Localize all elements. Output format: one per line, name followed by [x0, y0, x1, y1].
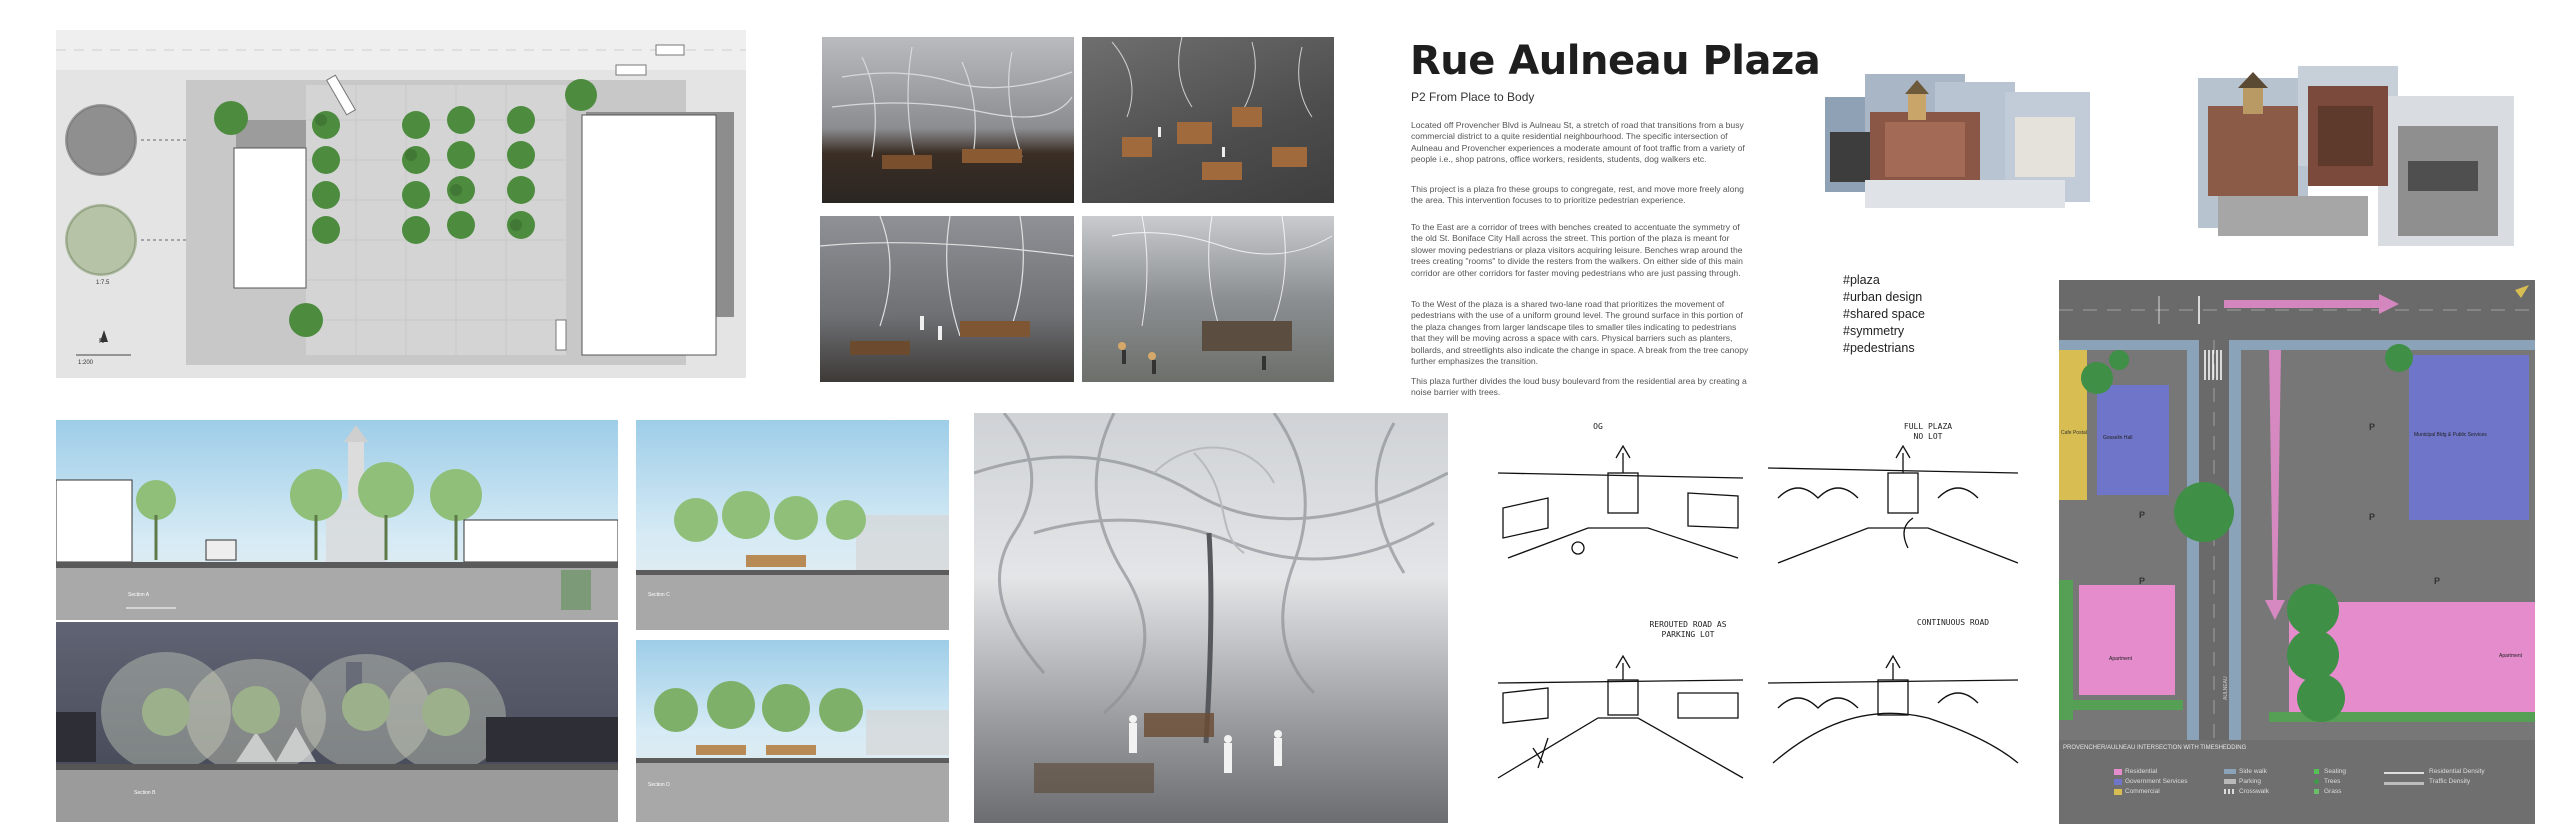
legend-item: Residential Density [2429, 768, 2485, 775]
hashtag-item: #urban design [1843, 290, 1923, 304]
street-photo-collage-2 [2198, 66, 2514, 252]
map-street-label: AULNEAU [2223, 676, 2229, 700]
legend-swatch [2384, 782, 2424, 785]
section-c-label: Section C [648, 592, 670, 598]
map-label-municipal: Municipal Bldg & Public Services [2414, 432, 2487, 438]
legend-swatch [2114, 789, 2122, 795]
legend-item: Government Services [2125, 778, 2188, 785]
model-photo-4 [1082, 216, 1334, 382]
hashtag-item: #plaza [1843, 273, 1880, 287]
paragraph-5: This plaza further divides the loud busy boulevard from the residential area by creating a noise barrier with trees. [1411, 376, 1747, 398]
site-plan [56, 30, 746, 378]
section-d-label: Section D [648, 782, 670, 788]
north-label: N [99, 338, 105, 345]
paragraph-2: This project is a plaza fro these groups to congregate, rest, and move more freely along the area. This intervention focuses to to prioritize pedestrian experience. [1411, 184, 1744, 206]
legend-swatch [2114, 779, 2122, 785]
hashtag-item: #symmetry [1843, 324, 1905, 338]
model-photo-3 [820, 216, 1074, 382]
model-closeup-photo [974, 413, 1448, 823]
sketch-old-label: OG [1593, 422, 1603, 431]
section-night [56, 622, 618, 822]
map-parking-label: P [2139, 510, 2146, 520]
map-label-gosselin: Gosselin Hall [2103, 435, 2133, 441]
legend-swatch [2114, 769, 2122, 775]
model-photo-2 [1082, 37, 1334, 203]
sketch-full-plaza-label: FULL PLAZA NO LOT [1903, 422, 1953, 441]
legend-swatch [2224, 789, 2236, 794]
hashtag-list [1843, 272, 1925, 357]
street-photo-collage-1 [1825, 62, 2090, 220]
legend-item: Crosswalk [2239, 788, 2269, 795]
section-b-label: Section B [134, 790, 156, 796]
legend-item: Residential [2125, 768, 2158, 775]
map-parking-label: P [2369, 512, 2376, 522]
legend-swatch [2314, 779, 2319, 784]
legend-item: Side walk [2239, 768, 2267, 775]
paragraph-1: Located off Provencher Blvd is Aulneau St, a stretch of road that transitions from a busy commercial district to a quite residential neighbourhood. The specific intersection of Aulneau and Provencher experiences a moderate amount of foot traffic from a variety of people i.e., shop patrons, office workers, residents, students, dog walkers etc. [1411, 120, 1745, 165]
section-d [636, 640, 949, 822]
section-day [56, 420, 618, 620]
map-label-cafe: Cafe Postal [2061, 430, 2087, 436]
sketch-continuous-label: CONTINUOUS ROAD [1916, 618, 1990, 627]
model-photo-1 [822, 37, 1074, 203]
legend-swatch [2314, 789, 2319, 794]
legend-swatch [2224, 769, 2236, 774]
legend-swatch [2314, 769, 2319, 774]
legend-item: Grass [2324, 788, 2342, 795]
map-legend-title: PROVENCHER/AULNEAU INTERSECTION WITH TIMESHEDDING [2063, 745, 2247, 751]
map-parking-label: P [2139, 576, 2146, 586]
legend-swatch [2224, 779, 2236, 784]
paragraph-3: To the East are a corridor of trees with benches created to accentuate the symmetry of the old St. Boniface City Hall across the street. This portion of the plaza is meant for slower moving pedestrians or plaza visitors acquiring leisure. Benches wrap around the trees creating "rooms" to divide the resters from the walkers. On either side of this main corridor are other corridors for faster moving pedestrians who are just passing through. [1411, 222, 1743, 278]
hashtag-item: #shared space [1843, 307, 1926, 321]
sketch-road-label: REROUTED ROAD AS PARKING LOT [1649, 620, 1727, 639]
legend-swatch [2384, 772, 2424, 774]
sketch-grid [1488, 418, 2028, 818]
section-c [636, 420, 949, 630]
section-a-label: Section A [128, 592, 150, 598]
legend-item: Commercial [2125, 788, 2160, 795]
legend-item: Seating [2324, 768, 2347, 775]
paragraph-4: To the West of the plaza is a shared two-lane road that prioritizes the movement of pedestrians with the use of a uniform ground level. The ground surface in this portion of the plaza changes from larger landscape tiles to smaller tiles indicating to pedestrians that they will be moving across a space with cars. Physical barriers such as planters, bollards, and streetlights also indicate the change in space. A break from the tree canopy further emphasizes the transition. [1411, 299, 1749, 367]
legend-item: Trees [2324, 778, 2341, 785]
timeshed-map [2059, 280, 2535, 824]
map-label-apartment-left: Apartment [2109, 656, 2133, 662]
map-parking-label: P [2369, 422, 2376, 432]
scale-small-label: 1:7.5 [96, 280, 110, 286]
page-subtitle: P2 From Place to Body [1411, 90, 1535, 104]
legend-item: Parking [2239, 778, 2262, 785]
scale-label: 1:200 [78, 360, 94, 366]
page-title: Rue Aulneau Plaza [1410, 38, 1821, 84]
hashtag-item: #pedestrians [1843, 341, 1915, 355]
legend-item: Traffic Density [2429, 778, 2471, 785]
map-parking-label: P [2434, 576, 2441, 586]
map-label-apartment-right: Apartment [2499, 653, 2523, 659]
